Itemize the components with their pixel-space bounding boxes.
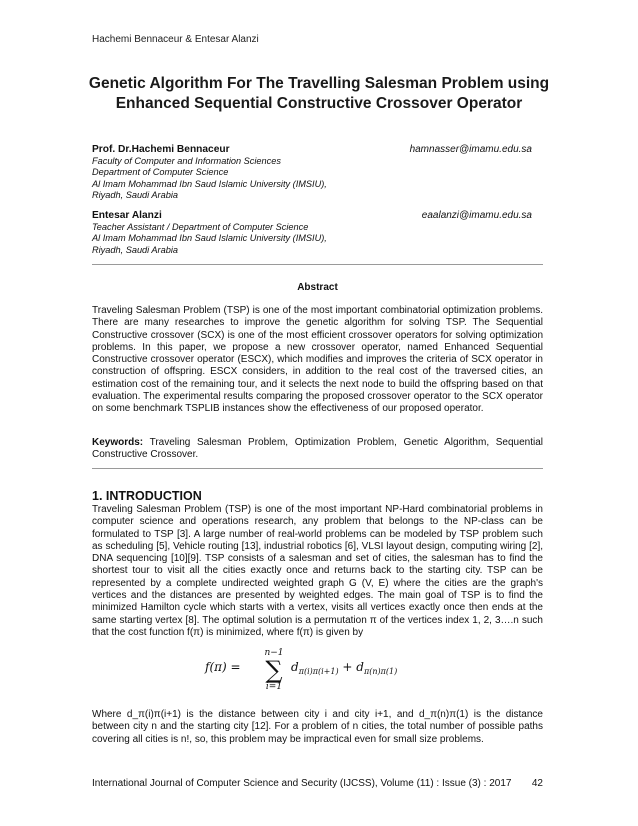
- sum-upper-limit: n−1: [264, 648, 284, 658]
- author-block-1: [92, 144, 532, 202]
- affiliation-line: Riyadh, Saudi Arabia: [92, 190, 178, 201]
- author-email: eaalanzi@imamu.edu.sa: [421, 210, 532, 221]
- distance-term: d: [356, 660, 364, 674]
- distance-subscript: π(i)π(i+1): [298, 667, 339, 676]
- abstract-text: Traveling Salesman Problem (TSP) is one of the most important combinatorial optimization problems. There are many researches to improve the genetic algorithm for solving TSP. The Sequential Constructive crossover (SCX) is one of the most efficient crossover operators for solving optimization problems. In this paper, we propose a new crossover operator, named Enhanced Sequential Constructive crossover operator (ESCX), which modifies and improves the criteria of SCX operator in construction of offspring. ESCX considers, in addition to the real cost of the traversed cities, an estimation cost of the remaining tour, and it selects the next node to build the offspring based on that evaluation. The experimental results comparing the proposed crossover operator to the SCX operator on some benchmark TSPLIB instances show the effectiveness of our proposed operator.: [92, 305, 543, 415]
- keywords-text: Traveling Salesman Problem, Optimization Problem, Genetic Algorithm, Sequential Constructive Crossover.: [92, 437, 543, 461]
- sigma-symbol: ∑: [265, 656, 283, 684]
- author-name: Prof. Dr.Hachemi Bennaceur: [92, 144, 230, 155]
- affiliation-line: Al Imam Mohammad Ibn Saud Islamic University (IMSIU),: [92, 233, 327, 244]
- author-name: Entesar Alanzi: [92, 210, 162, 221]
- divider-rule: [92, 468, 543, 469]
- equation-lhs: f(π) =: [205, 660, 241, 674]
- keywords-label: Keywords:: [92, 437, 144, 448]
- keywords: [92, 437, 543, 462]
- affiliation-line: Teacher Assistant / Department of Computer Science: [92, 221, 309, 232]
- affiliation-line: Al Imam Mohammad Ibn Saud Islamic University (IMSIU),: [92, 178, 327, 189]
- cost-function-equation: [205, 646, 435, 696]
- affiliation-line: Faculty of Computer and Information Sciences: [92, 155, 281, 166]
- plus-sign: +: [338, 660, 357, 674]
- intro-paragraph: Traveling Salesman Problem (TSP) is one of the most important NP-Hard combinatorial problems in computer science and operations research, any problem that belongs to the NP-class can be formulated to TSP [3]. A large number of real-world problems can be modeled by TSP problem such as scheduling [5], Vehicle routing [13], industrial robotics [6], VLSI layout design, computing wiring [2], DNA sequencing [10][9]. TSP consists of a salesman and set of cities, the salesman has to find the shortest tour to visit all the cities exactly once and returns back to the starting city. TSP can be represented by a complete undirected weighted graph G (V, E) where the cities are the graph's vertices and the distances are presented by weighted edges. The main goal of TSP is to find the minimized Hamilton cycle which starts with a vertex, visits all vertices exactly once then ends at the same starting vertex [8]. The optimal solution is a permutation π of the vertices index 1, 2, 3….n such that the cost function f(π) is minimized, where f(π) is given by: [92, 504, 543, 638]
- affiliation-line: Riyadh, Saudi Arabia: [92, 244, 178, 255]
- affiliation-line: Department of Computer Science: [92, 167, 229, 178]
- distance-term: d: [291, 660, 299, 674]
- sum-lower-limit: i=1: [265, 682, 283, 692]
- journal-citation: International Journal of Computer Science and Security (IJCSS), Volume (11) : Issue (3) : 2017: [92, 778, 512, 789]
- author-email: hamnasser@imamu.edu.sa: [409, 144, 532, 155]
- summation: [261, 648, 287, 692]
- divider-rule: [92, 264, 543, 265]
- abstract-heading: Abstract: [297, 282, 338, 293]
- author-block-2: [92, 210, 532, 256]
- running-head: Hachemi Bennaceur & Entesar Alanzi: [92, 34, 259, 45]
- page-footer: [92, 778, 543, 789]
- distance-subscript: π(n)π(1): [363, 667, 398, 676]
- page-number: 42: [531, 778, 543, 789]
- paper-title: Genetic Algorithm For The Travelling Salesman Problem using Enhanced Sequential Constructive Crossover Operator: [88, 75, 550, 112]
- intro-paragraph-2: Where d_π(i)π(i+1) is the distance between city i and city i+1, and d_π(n)π(1) is the distance between city n and the starting city [12]. For a problem of n cities, the total number of possible paths covering all cities is n!, so, this problem may be impractical even for small size problems.: [92, 709, 543, 745]
- section-heading: 1. INTRODUCTION: [92, 489, 202, 503]
- equation-rhs: [291, 660, 397, 676]
